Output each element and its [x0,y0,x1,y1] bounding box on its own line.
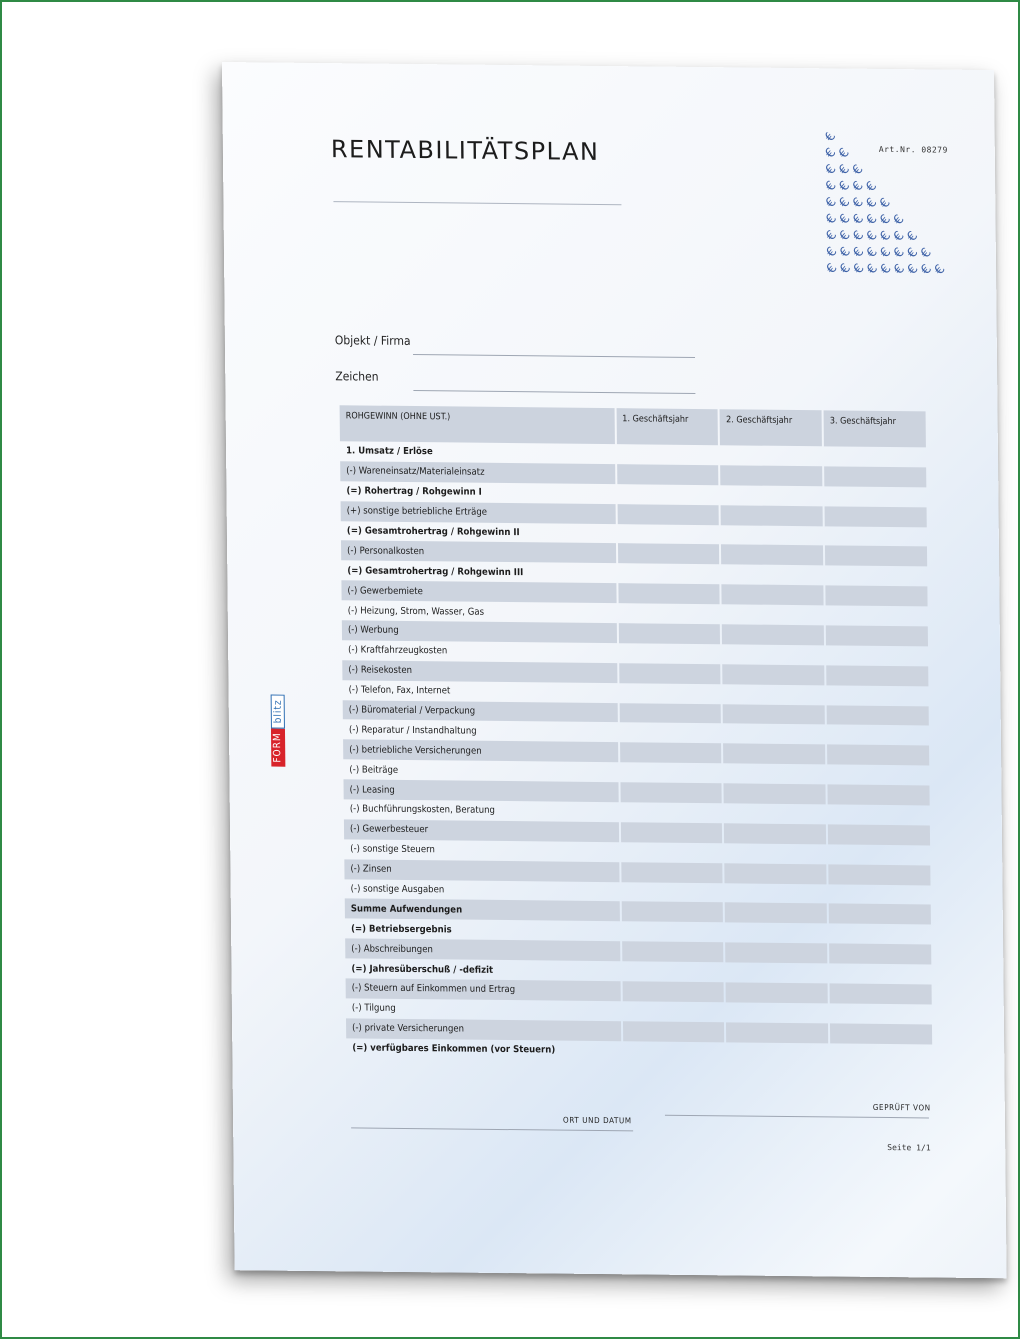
value-cell-year-3[interactable] [827,725,929,746]
value-cell-year-1[interactable] [618,623,720,644]
field-line-objekt[interactable] [413,354,695,358]
value-cell-year-3[interactable] [826,605,928,626]
value-cell-year-3[interactable] [824,466,926,487]
value-cell-year-1[interactable] [620,762,722,783]
value-cell-year-1[interactable] [622,922,724,943]
table-header-row [340,405,926,447]
value-cell-year-3[interactable] [827,765,929,786]
place-date-line[interactable] [351,1127,633,1131]
article-number: Art.Nr. 08279 [878,144,948,155]
value-cell-year-3[interactable] [827,685,929,706]
value-cell-year-1[interactable] [622,981,724,1002]
euro-glyph: € [864,261,881,278]
euro-glyph: € [917,245,935,262]
value-cell-year-3[interactable] [826,665,928,686]
value-cell-year-2[interactable] [726,1002,828,1023]
value-cell-year-1[interactable] [618,564,720,585]
document-title: RENTABILITÄTSPLAN [330,135,600,166]
euro-glyph: € [823,227,841,245]
value-cell-year-3[interactable] [829,924,931,945]
value-cell-year-2[interactable] [726,943,828,964]
row-label: (-) Büromaterial / Verpackung [343,700,618,723]
value-cell-year-1[interactable] [621,842,723,863]
euro-glyph: € [877,212,894,229]
value-cell-year-1[interactable] [623,1041,725,1062]
value-cell-year-1[interactable] [618,603,720,624]
value-cell-year-3[interactable] [825,486,927,507]
euro-glyph: € [931,262,949,279]
euro-glyph: € [836,228,854,245]
euro-glyph: € [876,195,894,212]
value-cell-year-2[interactable] [721,505,823,526]
value-cell-year-1[interactable] [618,544,720,565]
value-cell-year-2[interactable] [723,684,825,705]
value-cell-year-3[interactable] [824,446,926,467]
value-cell-year-1[interactable] [619,663,721,684]
value-cell-year-2[interactable] [724,764,826,785]
euro-glyph: € [849,162,867,179]
header-year-3: 3. Geschäftsjahr [824,410,926,447]
value-cell-year-3[interactable] [828,785,930,806]
value-cell-year-1[interactable] [619,703,721,724]
value-cell-year-2[interactable] [721,485,823,506]
value-cell-year-1[interactable] [622,1001,724,1022]
euro-glyph: € [837,261,854,278]
row-label: (-) Reisekosten [342,660,617,683]
value-cell-year-2[interactable] [726,982,828,1003]
title-underline [333,201,621,205]
value-cell-year-3[interactable] [830,983,932,1004]
euro-glyph: € [891,261,908,278]
logo-form-text: FORM [271,728,285,766]
value-cell-year-2[interactable] [720,445,822,466]
value-cell-year-2[interactable] [723,664,825,685]
row-label: (-) Heizung, Strom, Wasser, Gas [347,604,485,618]
value-cell-year-2[interactable] [726,1022,828,1043]
value-cell-year-3[interactable] [828,864,930,885]
value-cell-year-3[interactable] [826,625,928,646]
euro-glyph: € [904,245,922,262]
row-label: (-) private Versicherungen [346,1018,621,1041]
euro-glyph: € [904,261,922,278]
value-cell-year-2[interactable] [725,863,827,884]
value-cell-year-2[interactable] [721,545,823,566]
value-cell-year-1[interactable] [617,504,719,525]
value-cell-year-3[interactable] [829,944,931,965]
value-cell-year-3[interactable] [829,904,931,925]
value-cell-year-2[interactable] [722,624,824,645]
page-number: Seite 1/1 [887,1143,931,1153]
euro-glyph: € [849,178,867,195]
euro-glyph: € [918,261,935,278]
row-label: (=) Gesamtrohertrag / Rohgewinn II [346,525,520,539]
field-line-zeichen[interactable] [413,390,695,394]
value-cell-year-3[interactable] [827,705,929,726]
value-cell-year-2[interactable] [723,704,825,725]
row-label: (-) Zinsen [344,859,619,882]
checked-by-line[interactable] [665,1115,929,1119]
place-date-label: ORT UND DATUM [562,1115,632,1126]
value-cell-year-1[interactable] [623,1021,725,1042]
euro-glyph: € [836,244,854,261]
value-cell-year-1[interactable] [617,484,719,505]
euro-glyph: € [890,245,908,262]
value-cell-year-3[interactable] [825,526,927,547]
row-label: (-) Gewerbemiete [341,581,616,604]
row-label: (-) Buchführungskosten, Beratung [349,803,496,817]
value-cell-year-2[interactable] [724,783,826,804]
value-cell-year-1[interactable] [620,782,722,803]
euro-glyph: € [836,178,854,195]
row-label: (-) Steuern auf Einkommen und Ertrag [346,978,621,1001]
euro-glyph: € [850,228,868,245]
header-year-1: 1. Geschäftsjahr [616,408,718,445]
value-cell-year-3[interactable] [825,546,927,567]
row-label: (-) Tilgung [351,1002,396,1015]
value-cell-year-3[interactable] [825,566,927,587]
euro-glyph: € [863,195,881,212]
euro-glyph: € [849,195,867,212]
euro-pattern-icon [823,132,965,293]
value-cell-year-1[interactable] [619,723,721,744]
row-label: Summe Aufwendungen [345,899,620,922]
euro-glyph: € [850,261,868,278]
row-label: (-) Beiträge [349,764,399,776]
euro-glyph: € [863,178,881,195]
value-cell-year-2[interactable] [721,465,823,486]
euro-glyph: € [836,211,854,228]
euro-glyph: € [836,195,854,212]
euro-glyph: € [822,145,840,162]
euro-glyph: € [863,211,881,228]
value-cell-year-1[interactable] [619,683,721,704]
euro-glyph: € [850,244,868,261]
value-cell-year-3[interactable] [830,1043,932,1064]
row-label: (-) sonstige Steuern [350,843,435,856]
value-cell-year-1[interactable] [617,464,719,485]
value-cell-year-2[interactable] [722,604,824,625]
row-label: (-) Leasing [343,779,618,802]
row-label: (-) sonstige Ausgaben [350,883,445,896]
value-cell-year-3[interactable] [828,804,930,825]
value-cell-year-1[interactable] [618,583,720,604]
value-cell-year-3[interactable] [825,506,927,527]
euro-glyph: € [823,244,841,261]
value-cell-year-2[interactable] [725,923,827,944]
euro-glyph: € [835,145,853,162]
value-cell-year-1[interactable] [621,882,723,903]
row-label: (-) betriebliche Versicherungen [343,740,618,763]
euro-glyph: € [890,228,908,245]
row-label: (=) verfügbares Einkommen (vor Steuern) [352,1042,556,1056]
row-label: (=) Betriebsergebnis [350,923,452,936]
value-cell-year-1[interactable] [620,802,722,823]
row-label: (-) Gewerbesteuer [344,819,619,842]
row-label: (-) Wareneinsatz/Materialeinsatz [340,461,615,484]
value-cell-year-1[interactable] [621,822,723,843]
value-cell-year-2[interactable] [723,724,825,745]
value-cell-year-3[interactable] [830,1023,932,1044]
euro-glyph: € [822,194,840,211]
row-label: (=) Rohertrag / Rohgewinn I [346,485,482,498]
value-cell-year-3[interactable] [828,824,930,845]
value-cell-year-1[interactable] [622,942,724,963]
euro-glyph: € [822,178,840,195]
value-cell-year-1[interactable] [617,444,719,465]
euro-glyph: € [823,211,840,228]
euro-glyph: € [822,161,840,178]
value-cell-year-2[interactable] [722,644,824,665]
value-cell-year-2[interactable] [722,565,824,586]
value-cell-year-1[interactable] [617,524,719,545]
row-label: (-) Reparatur / Instandhaltung [348,724,477,737]
row-label: (=) Jahresüberschuß / -defizit [351,962,494,976]
euro-glyph: € [822,132,840,145]
value-cell-year-2[interactable] [724,823,826,844]
euro-glyph: € [823,260,841,278]
euro-glyph: € [904,228,922,245]
row-label: 1. Umsatz / Erlöse [345,445,433,458]
euro-glyph: € [890,212,908,229]
row-label: (-) Werbung [342,620,617,643]
header-rohgewinn: ROHGEWINN (OHNE UST.) [340,405,615,444]
value-cell-year-3[interactable] [826,645,928,666]
value-cell-year-1[interactable] [621,902,723,923]
value-cell-year-3[interactable] [826,586,928,607]
value-cell-year-3[interactable] [827,745,929,766]
euro-glyph: € [877,228,895,245]
value-cell-year-3[interactable] [828,844,930,865]
value-cell-year-2[interactable] [724,843,826,864]
value-cell-year-2[interactable] [725,883,827,904]
row-label: (-) Telefon, Fax, Internet [348,684,451,697]
value-cell-year-2[interactable] [724,803,826,824]
row-label: (+) sonstige betriebliche Erträge [341,501,616,524]
field-label-objekt: Objekt / Firma [334,333,411,348]
euro-glyph: € [877,245,895,262]
value-cell-year-1[interactable] [620,743,722,764]
euro-glyph: € [836,162,853,179]
value-cell-year-1[interactable] [622,961,724,982]
euro-glyph: € [863,244,881,261]
value-cell-year-2[interactable] [723,744,825,765]
checked-by-label: GEPRÜFT VON [872,1102,931,1113]
value-cell-year-3[interactable] [830,1003,932,1024]
logo-blitz-text: blitz [271,694,285,728]
euro-glyph: € [850,211,867,228]
row-label: (-) Kraftfahrzeugkosten [348,644,448,657]
header-year-2: 2. Geschäftsjahr [720,409,822,446]
value-cell-year-2[interactable] [727,1042,829,1063]
euro-glyph: € [863,228,881,245]
euro-glyph: € [877,261,895,278]
row-label: (=) Gesamtrohertrag / Rohgewinn III [347,565,524,578]
row-label: (-) Personalkosten [341,541,616,564]
value-cell-year-2[interactable] [725,903,827,924]
value-cell-year-3[interactable] [829,884,931,905]
value-cell-year-3[interactable] [830,964,932,985]
profitability-table [338,405,935,1064]
value-cell-year-1[interactable] [619,643,721,664]
value-cell-year-2[interactable] [722,584,824,605]
field-label-zeichen: Zeichen [335,369,379,384]
value-cell-year-2[interactable] [721,525,823,546]
document-page [222,62,1007,1278]
value-cell-year-2[interactable] [726,962,828,983]
value-cell-year-1[interactable] [621,862,723,883]
row-label: (-) Abschreibungen [345,939,620,962]
